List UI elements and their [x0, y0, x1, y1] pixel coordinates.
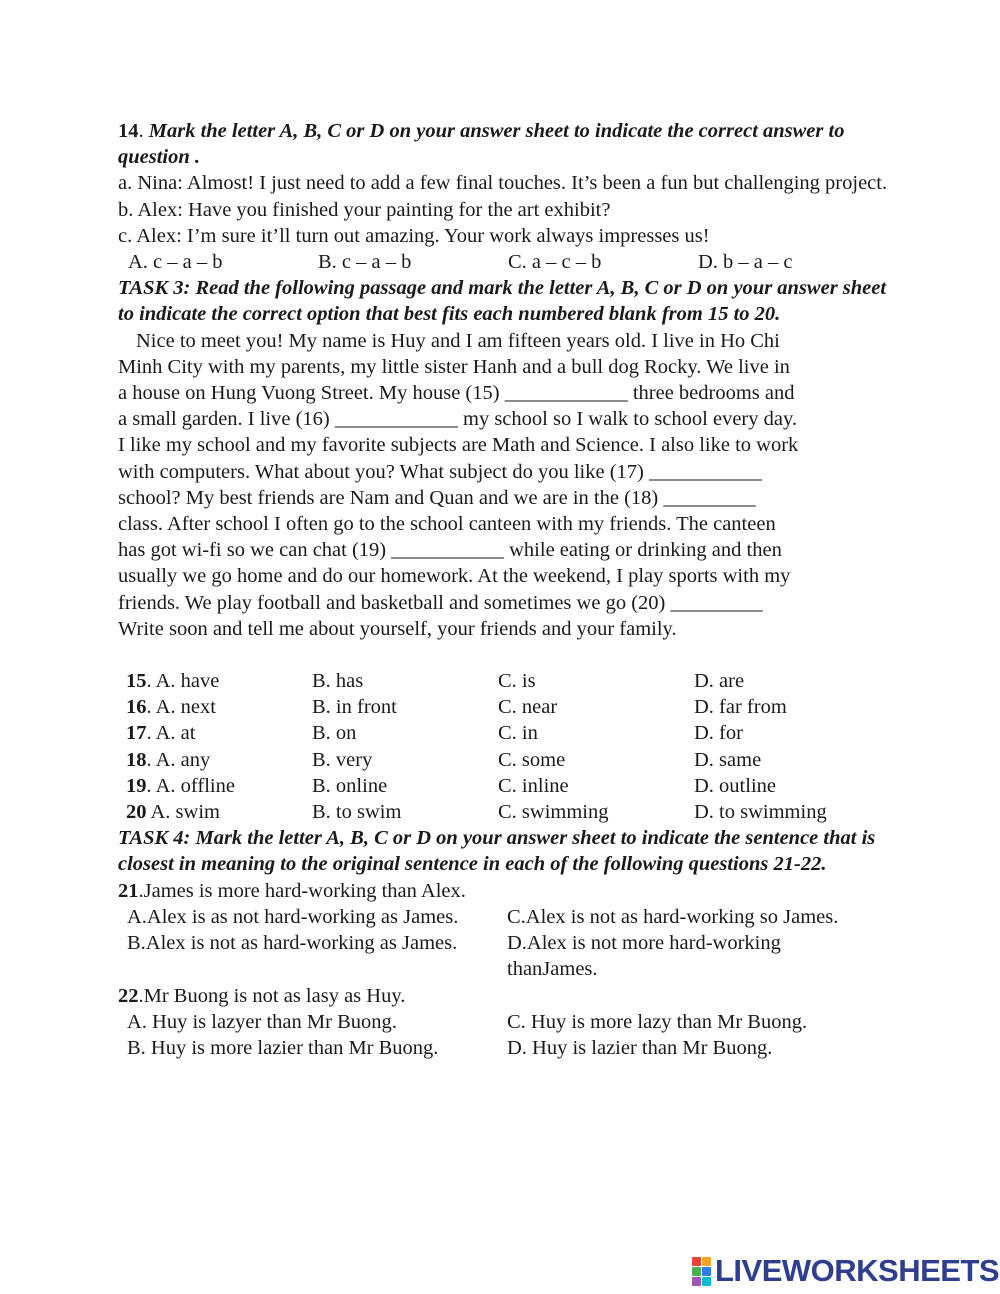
option-d[interactable]: D. far from — [694, 696, 787, 719]
question-21 — [118, 878, 888, 983]
option-a-text: A. next — [155, 696, 216, 719]
option-c[interactable]: C. inline — [498, 774, 569, 797]
question-14-instruction — [118, 118, 888, 170]
option-b[interactable]: B. in front — [312, 696, 397, 719]
question-number-separator: . — [146, 748, 156, 771]
passage-line: has got wi-fi so we can chat (19) ___________ while eating or drinking and then — [118, 539, 782, 562]
question-number: 19 — [126, 774, 147, 797]
question-row — [118, 773, 888, 799]
option-a[interactable]: A.Alex is as not hard-working as James. — [127, 905, 459, 928]
question-row — [118, 720, 888, 746]
question-22 — [118, 983, 888, 1062]
option-c[interactable]: C. Huy is more lazy than Mr Buong. — [507, 1010, 808, 1033]
questions-15-20 — [118, 668, 888, 825]
passage-line: usually we go home and do our homework. At the weekend, I play sports with my — [118, 565, 791, 588]
logo-tile — [692, 1267, 701, 1276]
option-c[interactable]: C.Alex is not as hard-working so James. — [507, 905, 839, 928]
question-number: 14 — [118, 120, 139, 142]
question-row — [118, 799, 888, 825]
passage-line: Write soon and tell me about yourself, your friends and your family. — [118, 617, 677, 640]
option-a[interactable] — [126, 720, 312, 746]
passage-line: friends. We play football and basketball and sometimes we go (20) _________ — [118, 591, 763, 614]
option-b[interactable]: B. c – a – b — [318, 251, 412, 274]
question-number-separator: . — [138, 120, 149, 142]
option-b[interactable]: B. online — [312, 774, 388, 797]
logo-text: LIVEWORKSHEETS — [715, 1253, 1000, 1288]
option-a-text: A. have — [155, 670, 220, 693]
question-row — [118, 747, 888, 773]
question-number-separator: . — [146, 774, 156, 797]
option-a[interactable] — [126, 747, 312, 773]
logo-tile — [692, 1277, 701, 1286]
reading-passage — [118, 328, 888, 642]
option-a[interactable] — [126, 668, 312, 694]
question-number: 18 — [126, 748, 147, 771]
option-b[interactable]: B.Alex is not as hard-working as James. — [127, 932, 458, 955]
question-22-stem — [118, 983, 888, 1009]
spacer — [118, 642, 888, 668]
logo-tile — [692, 1257, 701, 1266]
dialogue-line: c. Alex: I’m sure it’ll turn out amazing. Your work always impresses us! — [118, 224, 710, 247]
passage-line: Minh City with my parents, my little sister Hanh and a bull dog Rocky. We live in — [118, 355, 790, 378]
passage-line: Nice to meet you! My name is Huy and I am fifteen years old. I live in Ho Chi — [136, 329, 780, 352]
option-c[interactable]: C. some — [498, 748, 566, 771]
question-row — [118, 668, 888, 694]
stem-text: .Mr Buong is not as lasy as Huy. — [138, 984, 406, 1007]
option-a-text: A. at — [155, 722, 196, 745]
question-14-options — [118, 249, 888, 275]
question-number-separator: . — [146, 696, 156, 719]
option-c[interactable]: C. is — [498, 670, 536, 693]
option-d[interactable]: D. outline — [694, 774, 776, 797]
option-c[interactable]: C. a – c – b — [508, 251, 602, 274]
dialogue-line: a. Nina: Almost! I just need to add a few final touches. It’s been a fun but challenging project. — [118, 172, 888, 195]
option-d[interactable]: D. Huy is lazier than Mr Buong. — [507, 1036, 773, 1059]
logo-tile — [702, 1267, 711, 1276]
passage-line: school? My best friends are Nam and Quan and we are in the (18) _________ — [118, 486, 756, 509]
question-number-separator: . — [146, 670, 156, 693]
question-22-options — [118, 1009, 888, 1061]
question-21-stem — [118, 878, 888, 904]
option-c[interactable]: C. near — [498, 696, 558, 719]
option-a[interactable] — [126, 799, 312, 825]
passage-line: class. After school I often go to the school canteen with my friends. The canteen — [118, 513, 776, 536]
option-a-text: A. any — [155, 748, 211, 771]
option-d[interactable]: D. same — [694, 748, 762, 771]
option-c[interactable]: C. in — [498, 722, 538, 745]
option-a[interactable]: A. Huy is lazyer than Mr Buong. — [127, 1010, 397, 1033]
logo-tile — [702, 1257, 711, 1266]
option-d[interactable]: D. b – a – c — [698, 251, 793, 274]
task-4-heading: TASK 4: Mark the letter A, B, C or D on your answer sheet to indicate the sentence that is closest in meaning to the original sentence in each of the following questions 21-22. — [118, 827, 876, 876]
question-number: 20 — [126, 801, 147, 824]
option-b[interactable]: B. has — [312, 670, 364, 693]
option-d[interactable]: D. to swimming — [694, 801, 827, 824]
option-d[interactable]: D. are — [694, 670, 745, 693]
option-a[interactable] — [126, 773, 312, 799]
passage-line: a house on Hung Vuong Street. My house (15) ____________ three bedrooms and — [118, 382, 795, 405]
task-3-heading: TASK 3: Read the following passage and mark the letter A, B, C or D on your answer sheet to indicate the correct option that best fits each numbered blank from 15 to 20. — [118, 277, 887, 326]
question-14 — [118, 118, 888, 275]
option-d[interactable]: D.Alex is not more hard-working thanJames. — [507, 932, 781, 981]
option-b[interactable]: B. on — [312, 722, 357, 745]
question-number: 21 — [118, 879, 139, 902]
instruction-text: Mark the letter A, B, C or D on your answer sheet to indicate the correct answer to question . — [118, 120, 845, 169]
liveworksheets-logo — [692, 1254, 999, 1288]
option-a[interactable] — [126, 694, 312, 720]
option-a-text: A. swim — [150, 801, 220, 824]
question-number-separator: . — [146, 722, 156, 745]
option-d[interactable]: D. for — [694, 722, 743, 745]
stem-text: .James is more hard-working than Alex. — [138, 879, 466, 902]
option-a-text: A. offline — [155, 774, 235, 797]
question-21-options — [118, 904, 888, 983]
option-a[interactable]: A. c – a – b — [128, 251, 223, 274]
passage-line: I like my school and my favorite subjects are Math and Science. I also like to work — [118, 434, 799, 457]
passage-line: a small garden. I live (16) ____________ my school so I walk to school every day. — [118, 408, 798, 431]
passage-line: with computers. What about you? What subject do you like (17) ___________ — [118, 460, 762, 483]
worksheet-page — [118, 118, 888, 1061]
option-c[interactable]: C. swimming — [498, 801, 609, 824]
question-row — [118, 694, 888, 720]
question-number: 16 — [126, 696, 147, 719]
question-number: 15 — [126, 670, 147, 693]
question-number: 17 — [126, 722, 147, 745]
option-b[interactable]: B. very — [312, 748, 373, 771]
logo-tile — [702, 1277, 711, 1286]
logo-mark-icon — [692, 1257, 711, 1286]
question-number: 22 — [118, 984, 139, 1007]
option-b[interactable]: B. Huy is more lazier than Mr Buong. — [127, 1036, 439, 1059]
dialogue-line: b. Alex: Have you finished your painting for the art exhibit? — [118, 198, 611, 221]
option-b[interactable]: B. to swim — [312, 801, 402, 824]
